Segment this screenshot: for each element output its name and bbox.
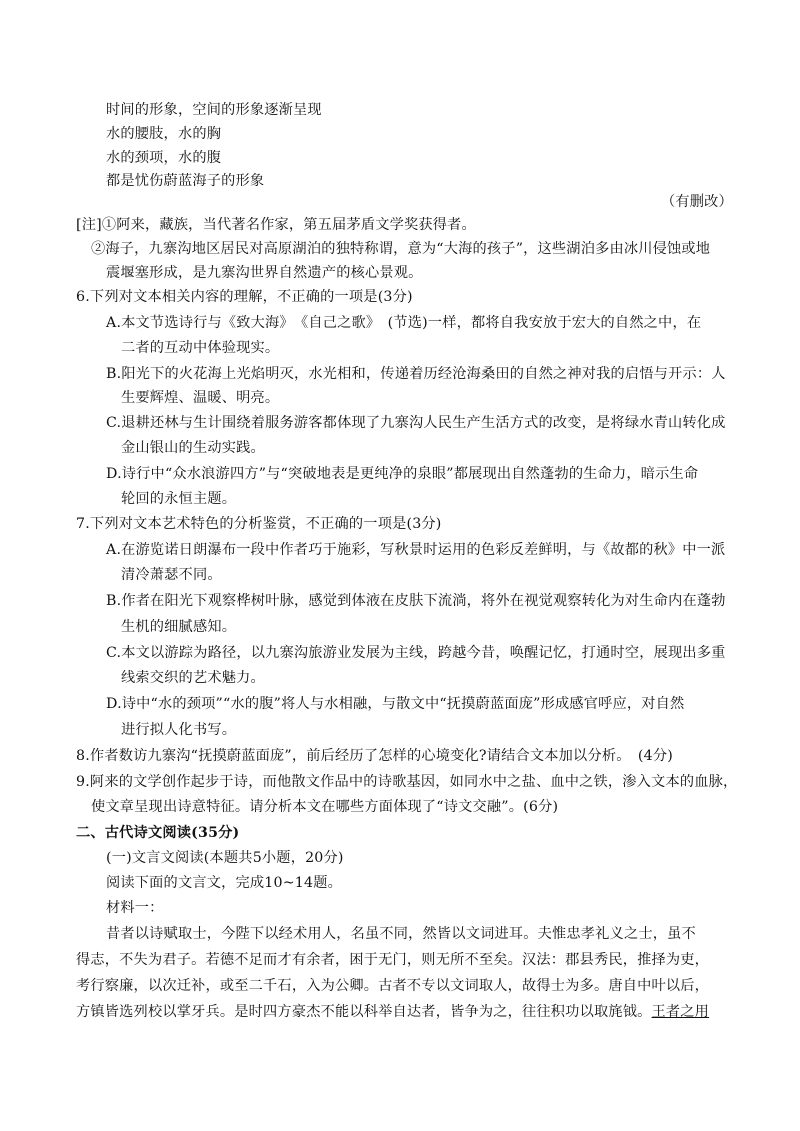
q7-option-a: A.在游览诺日朗瀑布一段中作者巧于施彩，写秋景时运用的色彩反差鲜明，与《故都的秋》中一派	[106, 542, 726, 558]
q6-option-b: B.阳光下的火花海上光焰明灭，水光相和，传递着历经沧海桑田的自然之神对我的启悟与开示：人	[106, 366, 726, 382]
q7-option-a-cont: 清冷萧瑟不同。	[121, 567, 222, 583]
question-9-line-1: 9.阿来的文学创作起步于诗，而他散文作品中的诗歌基因，如同水中之盐、血中之铁，渗入文本的血脉，	[76, 774, 738, 790]
question-6-stem: 6.下列对文本相关内容的理解，不正确的一项是(3分)	[76, 289, 413, 305]
q7-option-d-cont: 进行拟人化书写。	[121, 722, 237, 738]
note-2-line-1: ②海子，九寨沟地区居民对高原湖泊的独特称谓，意为“大海的孩子”，这些湖泊多由冰川侵蚀或地	[91, 241, 711, 257]
underlined-phrase: 王者之用	[651, 1004, 710, 1020]
q7-option-c-cont: 线索交织的艺术魅力。	[121, 670, 265, 686]
question-7-stem: 7.下列对文本艺术特色的分析鉴赏，不正确的一项是(3分)	[76, 516, 442, 532]
q6-option-d-cont: 轮回的永恒主题。	[121, 491, 237, 507]
section-2-subheading: (一)文言文阅读(本题共5小题，20分)	[106, 850, 344, 866]
q6-option-d: D.诗行中“众水浪游四方”与“突破地表是更纯净的泉眼”都展现出自然蓬勃的生命力，暗示生命	[106, 466, 699, 482]
source-note: （有删改）	[661, 194, 733, 210]
poem-line-4: 都是忧伤蔚蓝海子的形象	[106, 173, 265, 189]
reading-instruction: 阅读下面的文言文，完成10~14题。	[106, 875, 343, 891]
q6-option-b-cont: 生要辉煌、温暖、明亮。	[121, 390, 280, 406]
section-2-heading: 二、古代诗文阅读(35分)	[76, 825, 240, 841]
q7-option-d: D.诗中“水的颈项”“水的腹”将人与水相融，与散文中“抚摸蔚蓝面庞”形成感官呼应，对自然	[106, 696, 685, 712]
q6-option-a-cont: 二者的互动中体验现实。	[121, 340, 280, 356]
poem-line-3: 水的颈项，水的腹	[106, 150, 222, 166]
q7-option-b: B.作者在阳光下观察桦树叶脉，感觉到体液在皮肤下流淌，将外在视觉观察转化为对生命内在蓬勃	[106, 593, 726, 609]
passage-line-3: 考行察廉，以次迁补，或至二千石，入为公卿。古者不专以文词取人，故得士为多。唐自中叶以后，	[76, 978, 710, 994]
passage-line-4-text: 方镇皆选列校以掌牙兵。是时四方豪杰不能以科举自达者，皆争为之，往往积功以取旄钺。	[76, 1004, 652, 1020]
passage-line-1: 昔者以诗赋取士，今陛下以经术用人，名虽不同，然皆以文词进耳。夫惟忠孝礼义之士，虽不	[106, 926, 696, 942]
poem-line-1: 时间的形象，空间的形象逐渐呈现	[106, 102, 322, 118]
passage-line-4	[76, 1002, 709, 1022]
q7-option-c: C.本文以游踪为路径，以九寨沟旅游业发展为主线，跨越今昔，唤醒记忆，打通时空，展现出多重	[106, 645, 726, 661]
q6-option-a: A.本文节选诗行与《致大海》 《自己之歌》 (节选)一样，都将自我安放于宏大的自然之中，在	[106, 315, 702, 331]
question-9-line-2: 使文章呈现出诗意特征。请分析本文在哪些方面体现了“诗文交融”。(6分)	[91, 799, 559, 815]
poem-line-2: 水的腰肢，水的胸	[106, 126, 222, 142]
q6-option-c-cont: 金山银山的生动实践。	[121, 440, 265, 456]
material-label: 材料一：	[106, 900, 164, 916]
note-2-line-2: 震堰塞形成，是九寨沟世界自然遗产的核心景观。	[106, 265, 423, 281]
question-8: 8.作者数访九寨沟“抚摸蔚蓝面庞”，前后经历了怎样的心境变化?请结合文本加以分析。 (4分)	[76, 748, 673, 764]
note-1: [注]①阿来，藏族，当代著名作家，第五届茅盾文学奖获得者。	[76, 217, 476, 233]
passage-line-2: 得志，不失为君子。若德不足而才有余者，困于无门，则无所不至矣。汉法：郡县秀民，推择为吏，	[76, 952, 710, 968]
q6-option-c: C.退耕还林与生计围绕着服务游客都体现了九寨沟人民生产生活方式的改变，是将绿水青山转化成	[106, 415, 726, 431]
q7-option-b-cont: 生机的细腻感知。	[121, 619, 237, 635]
